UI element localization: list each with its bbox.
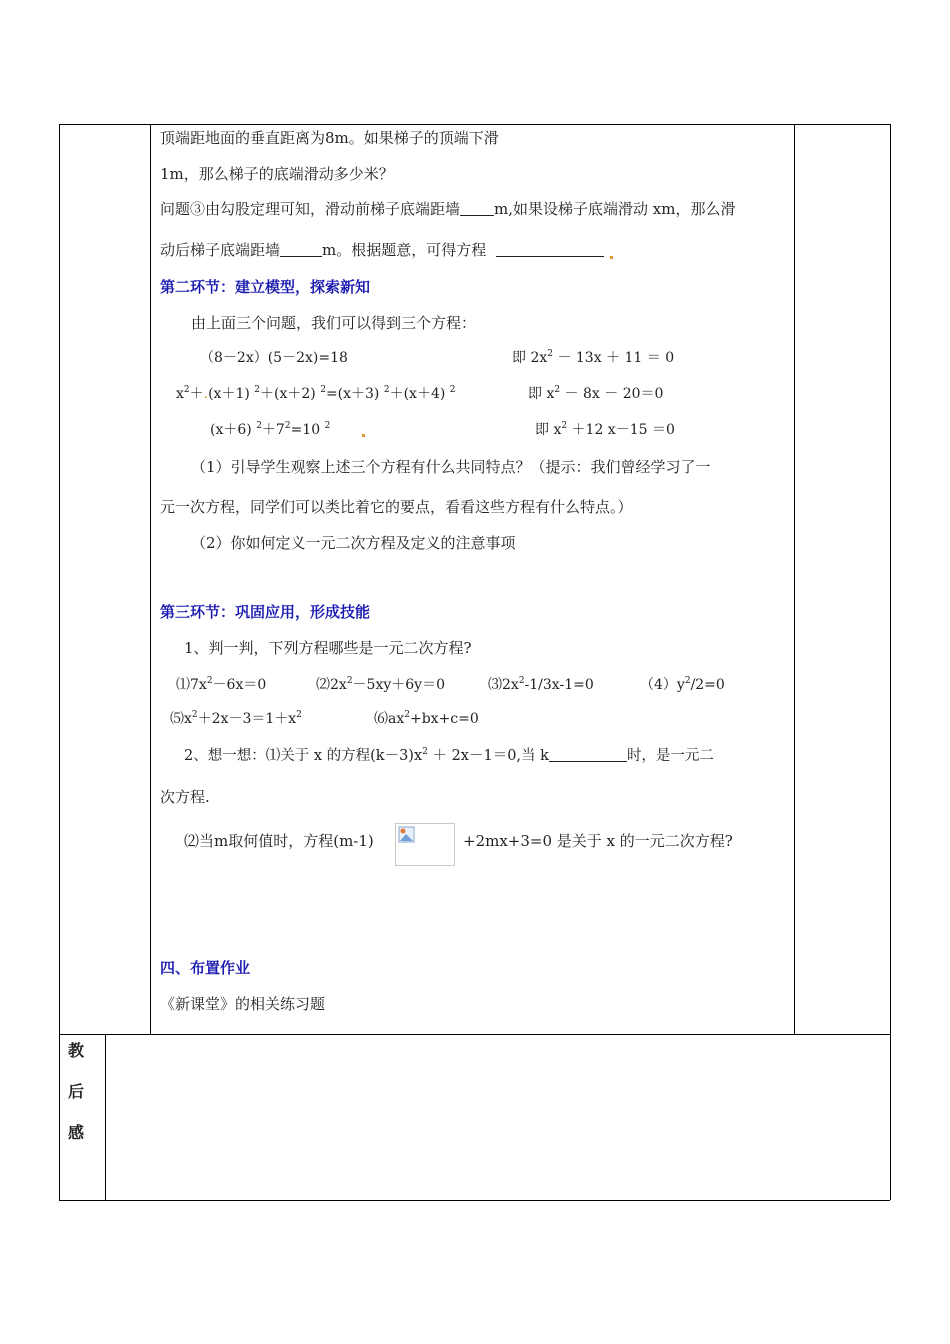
item-1: $⑴7x^2-6x=0$ (176, 676, 267, 693)
question-1-line-2: 元一次方程，同学们可以类比着它的要点，看看这些方程有什么特点。） (160, 498, 633, 516)
homework-text: 《新课堂》的相关练习题 (160, 995, 326, 1013)
problem-line-1: 顶端距地面的垂直距离为8m。如果梯子的顶端下滑 (160, 129, 499, 147)
section2-heading: 第二环节：建立模型，探索新知 (160, 278, 371, 296)
problem-line-4-a: 动后梯子底端距墙 (160, 241, 281, 259)
col-divider-2 (794, 124, 795, 1034)
section2-intro: 由上面三个问题，我们可以得到三个方程： (191, 314, 477, 332)
answer-blank-1[interactable] (460, 201, 494, 216)
item-5: $⑸x^2+2x-3=1+x^2$ (170, 710, 302, 727)
task-1: 1、判一判，下列方程哪些是一元二次方程? (184, 639, 472, 657)
answer-blank-2[interactable] (280, 242, 322, 257)
reflection-char-3: 感 (68, 1123, 85, 1142)
item-4: $(4)y^2/2=0$ (640, 676, 725, 693)
orange-mark (610, 256, 613, 259)
problem-line-3-a: 问题③由勾股定理可知，滑动前梯子底端距墙 (160, 200, 461, 218)
task-2: 2、想一想：⑴关于 x 的方程$(k-3)x^2 + 2x-1=0$,当 k 时，是一元二 (184, 747, 714, 764)
reflection-char-1: 教 (68, 1041, 85, 1060)
problem-line-4-b: m。根据题意，可得方程 (322, 241, 487, 259)
problem-line-3-b: m,如果设梯子底端滑动 xm，那么滑 (494, 200, 736, 218)
problem-line-2: 1m，那么梯子的底端滑动多少米？ (160, 165, 394, 183)
section4-heading: 四、布置作业 (160, 959, 251, 977)
task-3-a: ⑵当m取何值时，方程(m-1) (184, 832, 374, 850)
orange-mark-2 (362, 434, 365, 437)
reflection-char-2: 后 (68, 1082, 85, 1101)
item-6: $⑹ax^2+bx+c=0$ (374, 710, 479, 727)
answer-blank-3[interactable] (496, 242, 604, 257)
equation-3-left: (x＋6) $^2+7^2=10$ $^2$ (210, 421, 331, 438)
item-2: $⑵2x^2-5xy+6y=0$ (316, 676, 445, 693)
table-left-border (59, 124, 60, 1200)
task-3-b: +2mx+3=0 是关于 x 的一元二次方程? (463, 832, 733, 850)
item-3: $⑶2x^2-1/3x-1=0$ (488, 676, 594, 693)
question-1-line-1: （1）引导学生观察上述三个方程有什么共同特点？（提示：我们曾经学习了一 (191, 458, 711, 476)
table-top-border (59, 124, 890, 125)
problem-line-3 (160, 199, 735, 219)
section3-heading: 第三环节：巩固应用，形成技能 (160, 603, 371, 621)
equation-2-right: 即 $x^2 - 8x - 20=0$ (528, 385, 664, 402)
question-2: （2）你如何定义一元二次方程及定义的注意事项 (191, 534, 516, 552)
broken-image-icon (398, 826, 416, 844)
answer-blank-k[interactable] (549, 747, 627, 762)
table-mid-border (59, 1034, 890, 1035)
reflection-divider (105, 1034, 106, 1200)
table-bottom-border (59, 1200, 890, 1201)
broken-image-placeholder (395, 823, 455, 866)
task-2-continued: 次方程. (160, 788, 210, 806)
equation-2-left: $x^2+.(x+1)$ $^2$＋(x＋2) $^2$=(x＋3) $^2$＋(x＋4) $^2$ (176, 385, 456, 402)
problem-line-4 (160, 240, 604, 260)
equation-1-right: 即 $2x^2 - 13x + 11 = 0$ (512, 349, 675, 366)
equation-3-right: 即 $x^2 +12$ x－15 ＝0 (535, 421, 675, 438)
col-divider-1 (150, 124, 151, 1034)
equation-1-left: （8－2x）(5－2x)=18 (200, 350, 348, 366)
table-right-border (890, 124, 891, 1200)
